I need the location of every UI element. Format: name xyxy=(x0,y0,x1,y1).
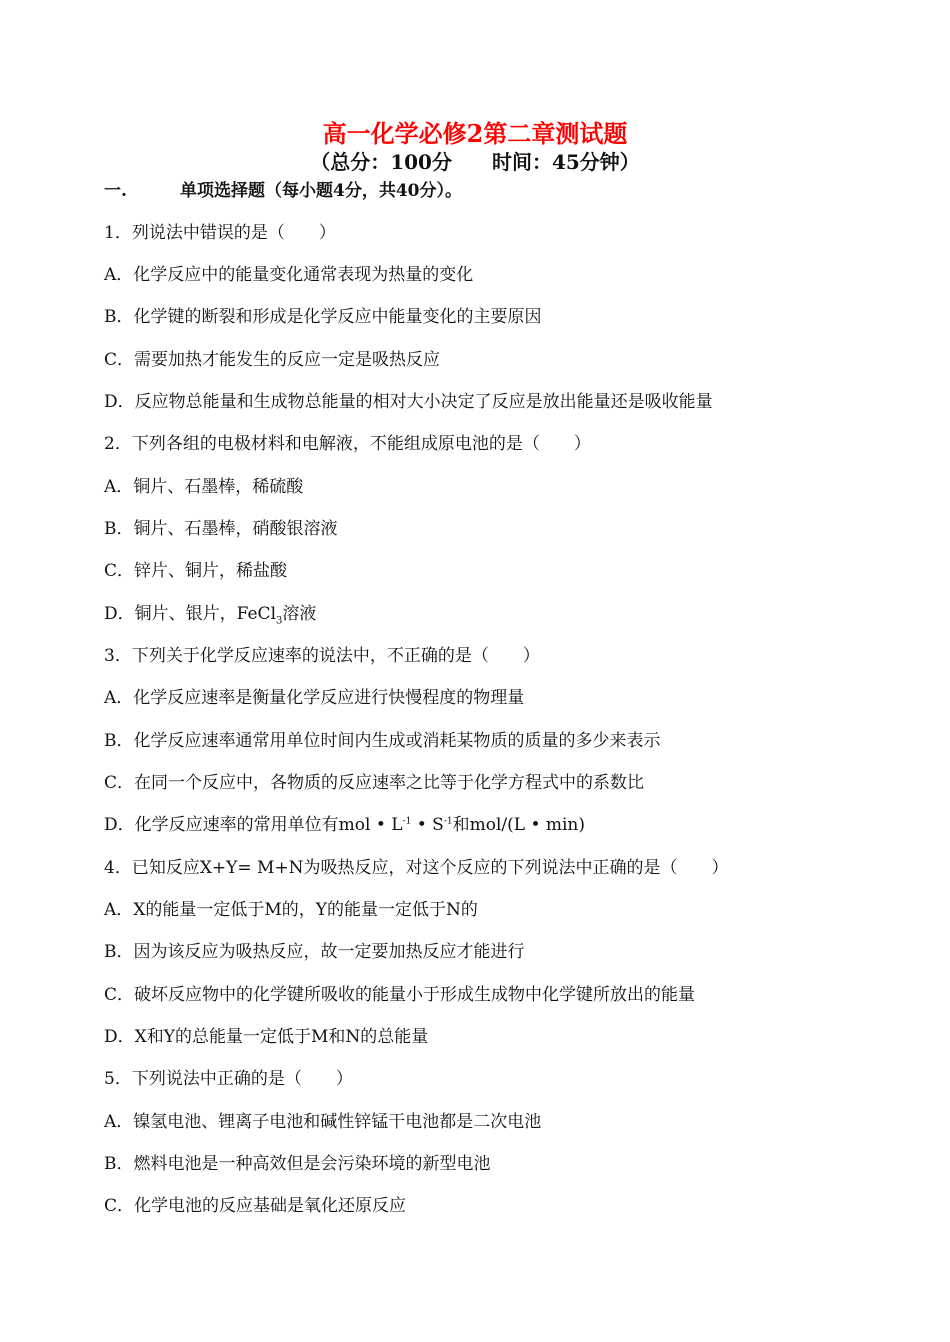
superscript-1: -1 xyxy=(402,816,412,827)
question-1-option-c: C．需要加热才能发生的反应一定是吸热反应 xyxy=(104,350,441,370)
question-3-option-b: B．化学反应速率通常用单位时间内生成或消耗某物质的质量的多少来表示 xyxy=(104,731,661,751)
section-heading xyxy=(104,176,462,201)
question-1-option-a: A．化学反应中的能量变化通常表现为热量的变化 xyxy=(104,265,474,285)
question-2-option-d xyxy=(104,599,316,626)
question-2-stem: 2．下列各组的电极材料和电解液，不能组成原电池的是（ ） xyxy=(104,434,591,454)
question-5-option-b: B．燃料电池是一种高效但是会污染环境的新型电池 xyxy=(104,1154,491,1174)
superscript-2: -1 xyxy=(443,816,453,827)
question-3-option-a: A．化学反应速率是衡量化学反应进行快慢程度的物理量 xyxy=(104,688,525,708)
option-d-part1: D．化学反应速率的常用单位有mol • L xyxy=(104,815,403,835)
question-1-stem: 1．列说法中错误的是（ ） xyxy=(104,223,336,243)
question-2-option-a: A．铜片、石墨棒，稀硫酸 xyxy=(104,477,304,497)
question-5-option-a: A．镍氢电池、锂离子电池和碱性锌锰干电池都是二次电池 xyxy=(104,1112,542,1132)
section-text: 单项选择题（每小题4分，共40分）。 xyxy=(180,181,462,201)
question-3-option-c: C．在同一个反应中，各物质的反应速率之比等于化学方程式中的系数比 xyxy=(104,773,645,793)
document-title: 高一化学必修2第二章测试题 xyxy=(322,119,628,148)
document-subtitle: （总分：100分 时间：45分钟） xyxy=(310,150,640,174)
question-4-option-d: D．X和Y的总能量一定低于M和N的总能量 xyxy=(104,1027,429,1047)
question-2-option-c: C．锌片、铜片，稀盐酸 xyxy=(104,561,288,581)
question-1-option-b: B．化学键的断裂和形成是化学反应中能量变化的主要原因 xyxy=(104,307,542,327)
question-1-option-d: D．反应物总能量和生成物总能量的相对大小决定了反应是放出能量还是吸收能量 xyxy=(104,392,713,412)
option-d-suffix: 溶液 xyxy=(282,604,317,624)
option-d-part3: 和mol/(L • min) xyxy=(452,815,586,835)
question-2-option-b: B．铜片、石墨棒，硝酸银溶液 xyxy=(104,519,338,539)
question-5-option-c: C．化学电池的反应基础是氧化还原反应 xyxy=(104,1196,407,1216)
question-4-option-b: B．因为该反应为吸热反应，故一定要加热反应才能进行 xyxy=(104,942,525,962)
question-5-stem: 5．下列说法中正确的是（ ） xyxy=(104,1069,353,1089)
question-3-option-d xyxy=(104,810,585,835)
question-4-option-a: A．X的能量一定低于M的，Y的能量一定低于N的 xyxy=(104,900,478,920)
question-3-stem: 3．下列关于化学反应速率的说法中，不正确的是（ ） xyxy=(104,646,540,666)
option-d-part2: • S xyxy=(411,815,444,835)
subscript-3: 3 xyxy=(276,615,283,627)
question-4-stem: 4．已知反应X+Y= M+N为吸热反应，对这个反应的下列说法中正确的是（ ） xyxy=(104,858,729,878)
section-number: 一. xyxy=(104,181,127,201)
option-d-prefix: D．铜片、银片，FeCl xyxy=(104,604,277,624)
question-4-option-c: C．破坏反应物中的化学键所吸收的能量小于形成生成物中化学键所放出的能量 xyxy=(104,985,696,1005)
